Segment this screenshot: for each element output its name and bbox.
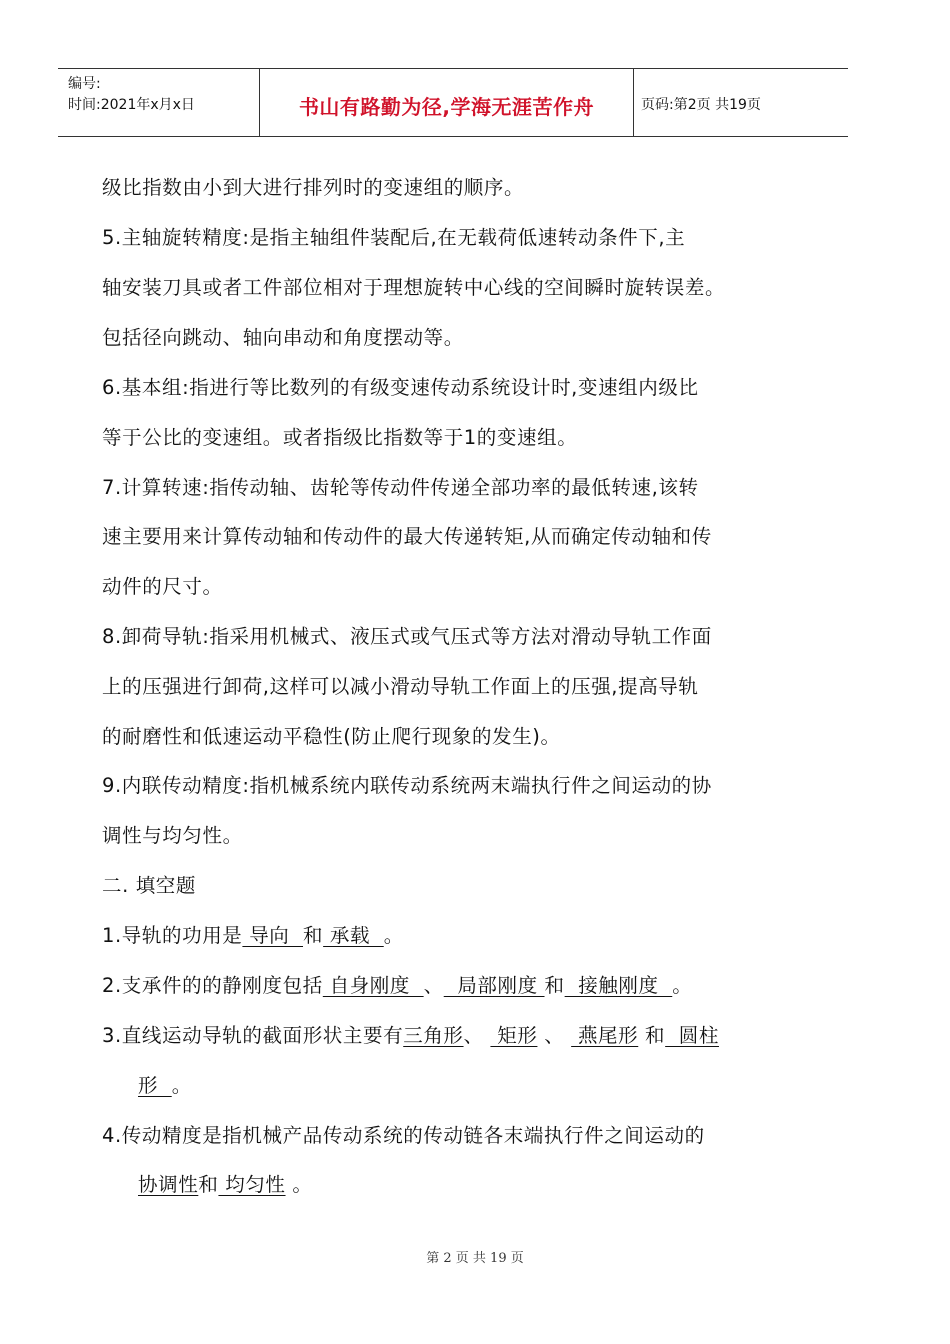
answer-blank: 燕尾形 — [571, 1024, 639, 1047]
answer-blank: 导向 — [242, 924, 304, 947]
answer-blank: 局部刚度 — [443, 974, 545, 997]
answer-blank: 圆柱 — [665, 1024, 719, 1047]
term-6-line: 6.基本组:指进行等比数列的有级变速传动系统设计时,变速组内级比 — [102, 376, 699, 399]
answer-blank: 自身刚度 — [322, 974, 424, 997]
answer-blank: 承载 — [323, 924, 384, 947]
body-line: 级比指数由小到大进行排列时的变速组的顺序。 — [102, 176, 525, 199]
body-line: 的耐磨性和低速运动平稳性(防止爬行现象的发生)。 — [102, 725, 561, 748]
fill-question-2: 2.支承件的的静刚度包括 自身刚度 、 局部刚度 和 接触刚度 。 — [102, 974, 693, 997]
fill-question-4: 4.传动精度是指机械产品传动系统的传动链各末端执行件之间运动的 — [102, 1124, 705, 1147]
answer-blank: 形 — [138, 1074, 172, 1097]
page-footer: 第 2 页 共 19 页 — [426, 1251, 524, 1266]
header-page-cell — [633, 69, 848, 136]
term-5-line: 5.主轴旋转精度:是指主轴组件装配后,在无载荷低速转动条件下,主 — [102, 226, 686, 249]
answer-blank: 协调性 — [138, 1173, 199, 1196]
fill-question-1: 1.导轨的功用是 导向 和 承载 。 — [102, 924, 404, 947]
header-motto: 书山有路勤为径,学海无涯苦作舟 — [298, 95, 595, 119]
header-meta-cell — [58, 69, 259, 136]
section-heading: 二. 填空题 — [102, 874, 196, 897]
fill-question-3-continued: 形 。 — [138, 1074, 192, 1097]
term-9-line: 9.内联传动精度:指机械系统内联传动系统两末端执行件之间运动的协 — [102, 774, 712, 797]
body-line: 动件的尺寸。 — [102, 575, 223, 598]
body-line: 轴安装刀具或者工件部位相对于理想旋转中心线的空间瞬时旋转误差。 — [102, 276, 726, 299]
document-number-label: 编号: — [68, 76, 101, 92]
body-line: 速主要用来计算传动轴和传动件的最大传递转矩,从而确定传动轴和传 — [102, 525, 712, 548]
body-line: 上的压强进行卸荷,这样可以减小滑动导轨工作面上的压强,提高导轨 — [102, 675, 699, 698]
header-motto-cell — [259, 69, 634, 136]
fill-question-4-continued: 协调性和 均匀性 。 — [138, 1173, 313, 1196]
header-page-number: 页码:第2页 共19页 — [641, 97, 761, 113]
answer-blank: 接触刚度 — [564, 974, 673, 997]
term-8-line: 8.卸荷导轨:指采用机械式、液压式或气压式等方法对滑动导轨工作面 — [102, 625, 712, 648]
answer-blank: 均匀性 — [218, 1173, 286, 1196]
body-line: 调性与均匀性。 — [102, 824, 243, 847]
answer-blank: 矩形 — [490, 1024, 538, 1047]
page-header — [58, 68, 848, 137]
fill-question-3: 3.直线运动导轨的截面形状主要有三角形、 矩形 、 燕尾形 和 圆柱 — [102, 1024, 719, 1047]
term-7-line: 7.计算转速:指传动轴、齿轮等传动件传递全部功率的最低转速,该转 — [102, 476, 699, 499]
answer-blank: 三角形 — [403, 1024, 464, 1047]
document-time-label: 时间:2021年x月x日 — [68, 97, 195, 113]
body-line: 等于公比的变速组。或者指级比指数等于1的变速组。 — [102, 426, 578, 449]
body-line: 包括径向跳动、轴向串动和角度摆动等。 — [102, 326, 464, 349]
